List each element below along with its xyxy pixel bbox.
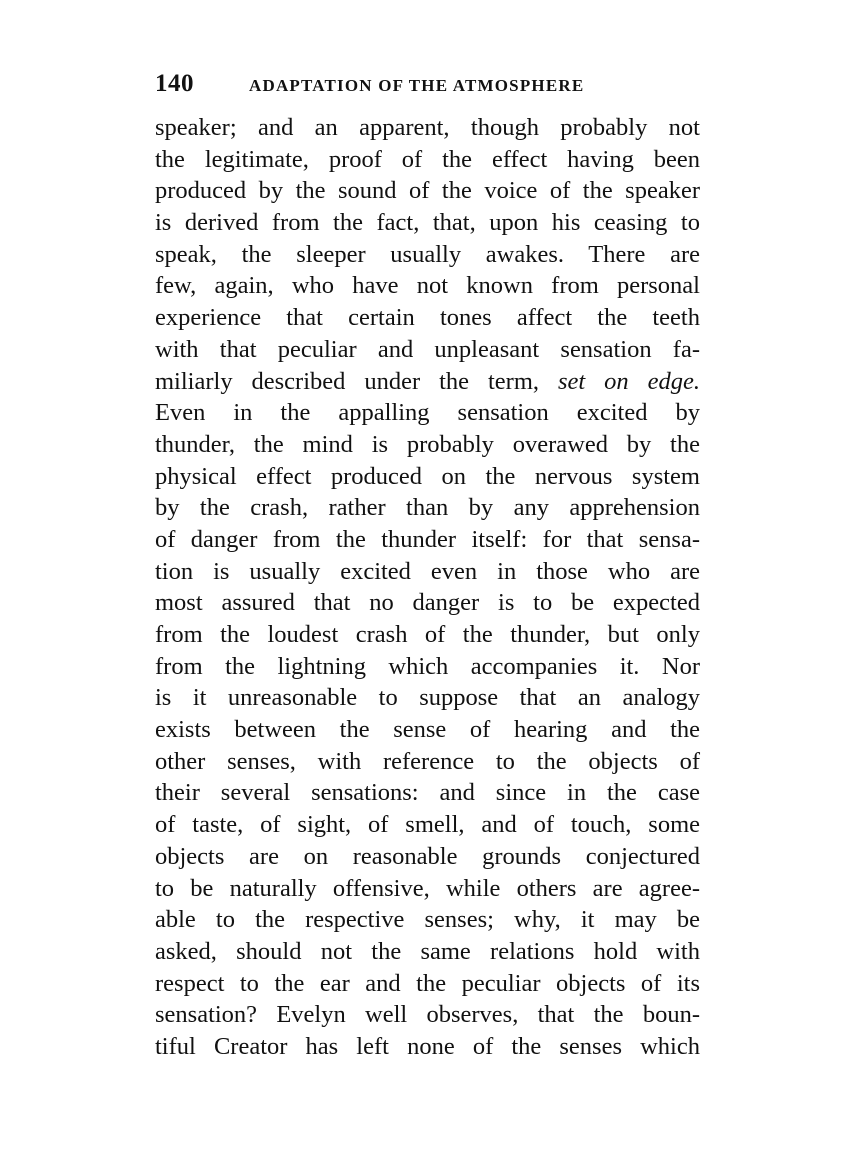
text-line: experience that certain tones affect the teeth: [155, 304, 700, 332]
text-line: from the lightning which accompanies it. Nor: [155, 652, 700, 680]
text-line-with-italic: [155, 366, 700, 398]
text-line: speaker; and an apparent, though probably not: [155, 114, 700, 141]
text-line: the legitimate, proof of the effect having been: [155, 145, 700, 173]
text-line: objects are on reasonable grounds conjectured: [155, 842, 700, 870]
text-line: exists between the sense of hearing and the: [155, 716, 700, 744]
text-line: respect to the ear and the peculiar objects of its: [155, 969, 700, 997]
text-line: tiful Creator has left none of the senses which: [155, 1032, 700, 1060]
text-line: few, again, who have not known from personal: [155, 272, 700, 300]
text-line: is derived from the fact, that, upon his ceasing to: [155, 209, 700, 237]
page-number: 140: [155, 70, 194, 97]
running-title: ADAPTATION OF THE ATMOSPHERE: [249, 76, 585, 95]
text-line: Even in the appalling sensation excited by: [155, 399, 700, 427]
text-line: most assured that no danger is to be expected: [155, 589, 700, 617]
text-line: by the crash, rather than by any apprehension: [155, 494, 700, 522]
body-text: [155, 112, 700, 1063]
text-line-segment: miliarly described under the term,: [155, 367, 540, 395]
text-line: other senses, with reference to the objects of: [155, 747, 700, 775]
running-head: [155, 70, 700, 100]
text-line: their several sensations: and since in the case: [155, 779, 700, 807]
text-line: of danger from the thunder itself: for that sensa-: [155, 525, 700, 553]
text-line: of taste, of sight, of smell, and of touch, some: [155, 811, 700, 839]
text-line: asked, should not the same relations hold with: [155, 937, 700, 965]
text-line: is it unreasonable to suppose that an analogy: [155, 684, 700, 712]
text-line: physical effect produced on the nervous system: [155, 462, 700, 490]
text-line: speak, the sleeper usually awakes. There are: [155, 240, 700, 268]
text-line: tion is usually excited even in those who are: [155, 557, 700, 585]
text-line: sensation? Evelyn well observes, that the boun-: [155, 1001, 700, 1029]
text-line: with that peculiar and unpleasant sensation fa-: [155, 335, 700, 363]
text-line: able to the respective senses; why, it may be: [155, 906, 700, 934]
text-line: produced by the sound of the voice of the speaker: [155, 177, 700, 205]
text-line: from the loudest crash of the thunder, but only: [155, 621, 700, 648]
text-line: thunder, the mind is probably overawed by the: [155, 430, 700, 458]
text-line: to be naturally offensive, while others are agree-: [155, 874, 700, 902]
italic-phrase: set on edge.: [557, 367, 700, 395]
